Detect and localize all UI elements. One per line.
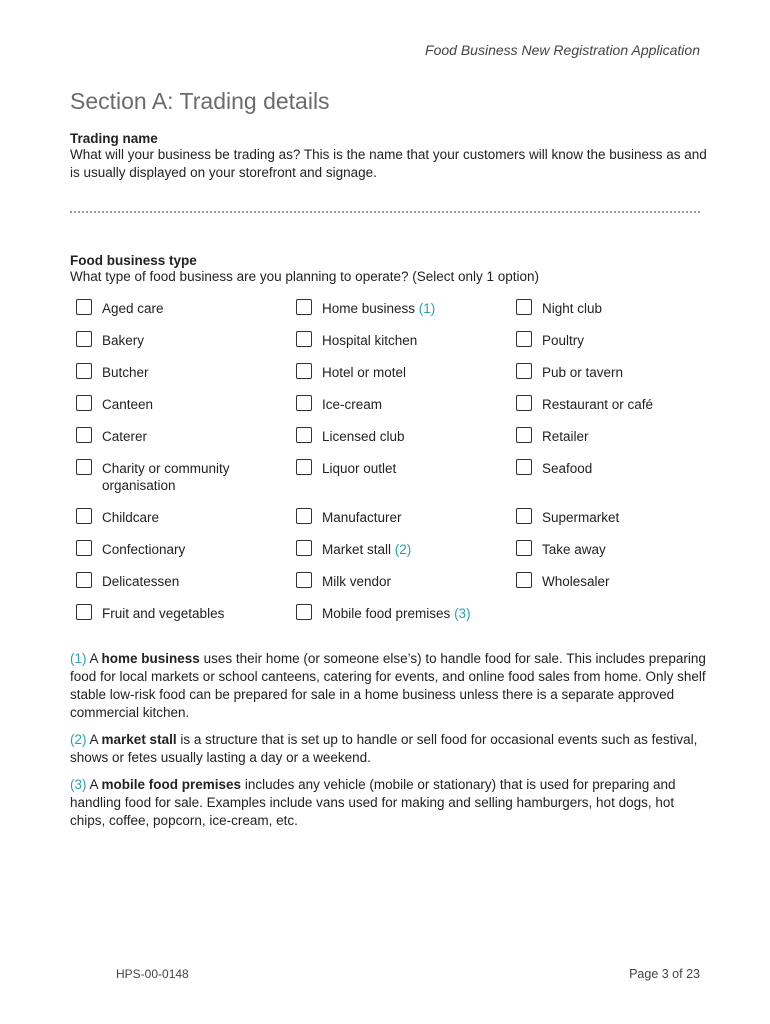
option-label: Manufacturer <box>322 510 402 525</box>
option-butcher[interactable] <box>76 364 272 381</box>
option-bakery[interactable] <box>76 332 272 349</box>
footnote-ref: (2) <box>391 542 412 557</box>
checkbox[interactable] <box>296 395 312 411</box>
checkbox[interactable] <box>296 299 312 315</box>
option-label: Supermarket <box>542 510 620 525</box>
checkbox[interactable] <box>76 572 92 588</box>
option-market-stall[interactable] <box>296 541 492 558</box>
option-label: Licensed club <box>322 429 405 444</box>
option-retailer[interactable] <box>516 428 712 445</box>
checkbox[interactable] <box>76 508 92 524</box>
checkbox[interactable] <box>516 572 532 588</box>
option-supermarket[interactable] <box>516 509 712 526</box>
checkbox[interactable] <box>516 508 532 524</box>
food-business-type-block <box>70 253 710 286</box>
option-hospital-kitchen[interactable] <box>296 332 492 349</box>
option-manufacturer[interactable] <box>296 509 492 526</box>
food-business-type-description: What type of food business are you planning to operate? (Select only 1 option) <box>70 269 540 284</box>
option-label: Wholesaler <box>542 574 610 589</box>
page-number: Page 3 of 23 <box>629 967 700 981</box>
footnote-ref: (1) <box>415 301 436 316</box>
option-label: Seafood <box>542 461 593 476</box>
checkbox[interactable] <box>76 331 92 347</box>
document-code: HPS-00-0148 <box>116 967 189 981</box>
footnotes <box>70 650 706 839</box>
trading-name-label: Trading name <box>70 131 158 146</box>
checkbox[interactable] <box>76 604 92 620</box>
option-label: Market stall (2) <box>322 542 412 557</box>
option-label: Hospital kitchen <box>322 333 418 348</box>
option-take-away[interactable] <box>516 541 712 558</box>
checkbox[interactable] <box>76 459 92 475</box>
checkbox[interactable] <box>296 508 312 524</box>
checkbox[interactable] <box>296 572 312 588</box>
checkbox[interactable] <box>516 459 532 475</box>
checkbox[interactable] <box>76 363 92 379</box>
checkbox[interactable] <box>516 331 532 347</box>
checkbox[interactable] <box>516 540 532 556</box>
option-wholesaler[interactable] <box>516 573 712 590</box>
checkbox[interactable] <box>296 331 312 347</box>
checkbox[interactable] <box>296 459 312 475</box>
option-label: Confectionary <box>102 542 186 557</box>
checkbox[interactable] <box>516 395 532 411</box>
option-restaurant-or-caf[interactable] <box>516 396 712 413</box>
option-hotel-or-motel[interactable] <box>296 364 492 381</box>
checkbox[interactable] <box>296 604 312 620</box>
option-label: Ice-cream <box>322 397 383 412</box>
option-confectionary[interactable] <box>76 541 272 558</box>
checkbox[interactable] <box>516 427 532 443</box>
option-label: Retailer <box>542 429 589 444</box>
option-label: Poultry <box>542 333 585 348</box>
option-mobile-food-premises[interactable] <box>296 605 492 622</box>
trading-name-block <box>70 131 710 182</box>
checkbox[interactable] <box>76 395 92 411</box>
option-label: Milk vendor <box>322 574 392 589</box>
trading-name-input-line[interactable] <box>70 211 700 213</box>
option-pub-or-tavern[interactable] <box>516 364 712 381</box>
food-business-type-label: Food business type <box>70 253 197 268</box>
option-canteen[interactable] <box>76 396 272 413</box>
trading-name-description: What will your business be trading as? This is the name that your customers will know the business as and is usually displayed on your storefront and signage. <box>70 147 707 180</box>
option-label: Caterer <box>102 429 148 444</box>
footnote-2: (2) A market stall is a structure that is set up to handle or sell food for occasional events such as festival, shows or fetes usually lasting a day or a weekend. <box>70 732 698 765</box>
checkbox[interactable] <box>76 427 92 443</box>
checkbox[interactable] <box>516 299 532 315</box>
option-label: Canteen <box>102 397 154 412</box>
option-caterer[interactable] <box>76 428 272 445</box>
option-label: Restaurant or café <box>542 397 654 412</box>
option-label: Charity or community organisation <box>102 461 230 493</box>
option-label: Take away <box>542 542 606 557</box>
footnote-1: (1) A home business uses their home (or someone else’s) to handle food for sale. This includes preparing food for local markets or school canteens, catering for events, and online food sales from home. Only shelf stable low-risk food can be prepared for sale in a home business unless there is a separate approved commercial kitchen. <box>70 651 706 720</box>
option-night-club[interactable] <box>516 300 712 317</box>
option-label: Mobile food premises (3) <box>322 606 471 621</box>
option-home-business[interactable] <box>296 300 492 317</box>
option-milk-vendor[interactable] <box>296 573 492 590</box>
option-fruit-and-vegetables[interactable] <box>76 605 272 622</box>
option-ice-cream[interactable] <box>296 396 492 413</box>
option-licensed-club[interactable] <box>296 428 492 445</box>
option-label: Childcare <box>102 510 160 525</box>
option-aged-care[interactable] <box>76 300 272 317</box>
option-label: Butcher <box>102 365 149 380</box>
section-title: Section A: Trading details <box>70 88 330 114</box>
option-childcare[interactable] <box>76 509 272 526</box>
option-charity-or-community-organisation[interactable] <box>76 460 272 494</box>
checkbox[interactable] <box>516 363 532 379</box>
option-label: Pub or tavern <box>542 365 624 380</box>
option-label: Bakery <box>102 333 145 348</box>
option-label: Home business (1) <box>322 301 436 316</box>
option-seafood[interactable] <box>516 460 712 477</box>
option-poultry[interactable] <box>516 332 712 349</box>
option-label: Liquor outlet <box>322 461 397 476</box>
option-label: Aged care <box>102 301 164 316</box>
option-label: Fruit and vegetables <box>102 606 225 621</box>
checkbox[interactable] <box>296 363 312 379</box>
option-label: Night club <box>542 301 603 316</box>
option-delicatessen[interactable] <box>76 573 272 590</box>
footnote-3: (3) A mobile food premises includes any vehicle (mobile or stationary) that is used for preparing and handling food for sale. Examples include vans used for making and selling hamburgers, hot dogs, hot chips, coffee, popcorn, ice-cream, etc. <box>70 777 676 828</box>
checkbox[interactable] <box>76 540 92 556</box>
checkbox[interactable] <box>296 540 312 556</box>
document-header-title: Food Business New Registration Application <box>425 42 700 58</box>
footnote-ref: (3) <box>450 606 471 621</box>
checkbox[interactable] <box>296 427 312 443</box>
option-label: Hotel or motel <box>322 365 407 380</box>
option-label: Delicatessen <box>102 574 180 589</box>
option-liquor-outlet[interactable] <box>296 460 492 477</box>
checkbox[interactable] <box>76 299 92 315</box>
